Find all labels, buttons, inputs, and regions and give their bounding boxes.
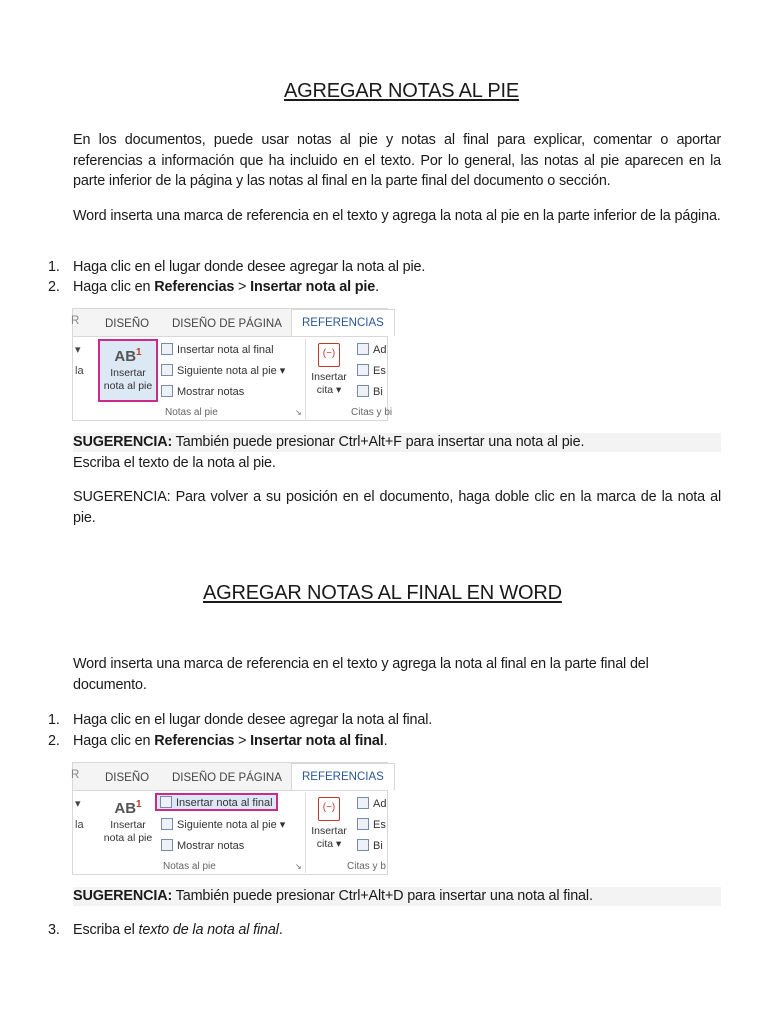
step-text: Haga clic en el lugar donde desee agregar la nota al pie. xyxy=(73,259,426,275)
period: . xyxy=(375,279,379,295)
group-label-notes: Notas al pie xyxy=(165,407,218,418)
next-footnote-button[interactable]: Siguiente nota al pie ▾ xyxy=(161,363,285,381)
group-label-citations: Citas y b xyxy=(347,861,386,872)
section1-after-tip: Escriba el texto de la nota al pie. xyxy=(73,455,276,471)
cut-arrow: ▾ xyxy=(75,798,81,810)
tab-diseno-pagina[interactable]: DISEÑO DE PÁGINA xyxy=(172,772,282,784)
add-text-button[interactable]: Ad xyxy=(357,343,417,356)
bold-insertar-nota-final: Insertar nota al final xyxy=(250,733,384,749)
step-number: 1. xyxy=(48,712,60,728)
insert-footnote-label: Insertar nota al pie xyxy=(103,819,153,844)
cut-label: la xyxy=(75,365,84,377)
tip-text: También puede presionar Ctrl+Alt+D para insertar una nota al final. xyxy=(172,888,593,904)
section1-para2: Word inserta una marca de referencia en el texto y agrega la nota al pie en la parte inferior de la página. xyxy=(73,208,721,224)
section1-title: AGREGAR NOTAS AL PIE xyxy=(284,80,519,102)
show-notes-icon xyxy=(161,839,173,851)
step-text: Haga clic en el lugar donde desee agregar la nota al final. xyxy=(73,712,433,728)
tip-text: También puede presionar Ctrl+Alt+F para insertar una nota al pie. xyxy=(172,434,585,450)
step-text: Escriba el xyxy=(73,922,139,938)
ribbon-screenshot-footnote xyxy=(71,308,393,421)
style-icon xyxy=(357,818,369,830)
step-number: 1. xyxy=(48,259,60,275)
period: . xyxy=(383,733,388,749)
insert-endnote-button[interactable]: Insertar nota al final xyxy=(161,342,274,360)
section1-tip2: SUGERENCIA: Para volver a su posición en el documento, haga doble clic en la marca de la nota al pie. xyxy=(73,489,721,526)
insert-endnote-button[interactable]: Insertar nota al final xyxy=(155,793,278,811)
cut-arrow: ▾ xyxy=(75,344,81,356)
section2-tip xyxy=(73,887,721,906)
tab-referencias[interactable]: REFERENCIAS xyxy=(291,763,395,790)
dialog-launcher-icon[interactable]: ↘ xyxy=(295,862,302,871)
dialog-launcher-icon[interactable]: ↘ xyxy=(295,408,302,417)
next-footnote-button[interactable]: Siguiente nota al pie ▾ xyxy=(161,817,285,835)
bold-insertar-nota-pie: Insertar nota al pie xyxy=(250,279,376,295)
show-notes-icon xyxy=(161,385,173,397)
tab-referencias[interactable]: REFERENCIAS xyxy=(291,309,395,336)
section1-step1 xyxy=(48,257,728,277)
citation-icon: (−) xyxy=(318,343,340,367)
ab1-icon: $AB^1$ xyxy=(114,347,142,365)
insert-footnote-button[interactable] xyxy=(98,793,158,856)
tab-diseno-pagina[interactable]: DISEÑO DE PÁGINA xyxy=(172,318,282,330)
section1-intro: En los documentos, puede usar notas al pie y notas al final para explicar, comentar o aportar referencias a información que ha incluido en el texto. Por lo general, las notas al pie aparecen en la parte inferior de la página y las notas al final en la parte final del documento o sección. xyxy=(73,132,721,189)
endnote-icon xyxy=(161,343,173,355)
next-footnote-icon xyxy=(161,818,173,830)
bibliography-icon xyxy=(357,385,369,397)
section2-para: Word inserta una marca de referencia en el texto y agrega la nota al final en la parte final del documento. xyxy=(73,656,649,693)
tab-cut[interactable]: R xyxy=(71,315,80,327)
style-button[interactable]: Es xyxy=(357,364,417,377)
step-number: 3. xyxy=(48,922,60,938)
step-text: Haga clic en xyxy=(73,279,155,295)
group-label-citations: Citas y bi xyxy=(351,407,393,418)
insert-citation-button[interactable]: (−) Insertar cita ▾ xyxy=(309,343,349,397)
bold-referencias: Referencias xyxy=(154,733,235,749)
endnote-icon xyxy=(160,796,172,808)
show-notes-button[interactable]: Mostrar notas xyxy=(161,384,244,402)
insert-footnote-label: Insertar nota al pie xyxy=(103,367,153,392)
tab-diseno[interactable]: DISEÑO xyxy=(105,772,150,784)
step-text: Haga clic en xyxy=(73,733,155,749)
bibliography-button[interactable]: Bi xyxy=(357,385,417,398)
italic-texto-nota-final: texto de la nota al final xyxy=(138,922,279,938)
group-separator xyxy=(305,793,306,873)
ribbon-tabs xyxy=(73,763,387,791)
citation-icon: (−) xyxy=(318,797,340,821)
section2-step3 xyxy=(48,920,728,940)
section2-step2 xyxy=(48,731,728,751)
add-text-button[interactable]: Ad xyxy=(357,797,417,810)
section1-step2 xyxy=(48,277,728,297)
tip-label: SUGERENCIA: xyxy=(73,888,173,904)
period: . xyxy=(278,922,283,938)
separator: > xyxy=(234,733,251,749)
tip-label: SUGERENCIA: xyxy=(73,434,173,450)
add-icon xyxy=(357,343,369,355)
section2-step1 xyxy=(48,710,728,730)
tab-diseno[interactable]: DISEÑO xyxy=(105,318,150,330)
step-number: 2. xyxy=(48,279,60,295)
ribbon-tabs xyxy=(73,309,387,337)
bibliography-icon xyxy=(357,839,369,851)
group-label-notes: Notas al pie xyxy=(163,861,216,872)
ab1-icon: $AB^1$ xyxy=(114,799,142,817)
group-separator xyxy=(305,339,306,419)
step-number: 2. xyxy=(48,733,60,749)
ribbon-screenshot-endnote xyxy=(72,762,388,875)
insert-citation-button[interactable]: (−) Insertar cita ▾ xyxy=(309,797,349,851)
bold-referencias: Referencias xyxy=(154,279,235,295)
add-icon xyxy=(357,797,369,809)
section1-tip xyxy=(73,433,721,452)
insert-footnote-button[interactable] xyxy=(98,339,158,402)
separator: > xyxy=(234,279,251,295)
style-icon xyxy=(357,364,369,376)
section2-title: AGREGAR NOTAS AL FINAL EN WORD xyxy=(203,582,562,604)
tab-cut[interactable]: R xyxy=(71,769,80,781)
next-footnote-icon xyxy=(161,364,173,376)
cut-label: la xyxy=(75,819,84,831)
bibliography-button[interactable]: Bi xyxy=(357,839,417,852)
style-button[interactable]: Es xyxy=(357,818,417,831)
show-notes-button[interactable]: Mostrar notas xyxy=(161,838,244,856)
